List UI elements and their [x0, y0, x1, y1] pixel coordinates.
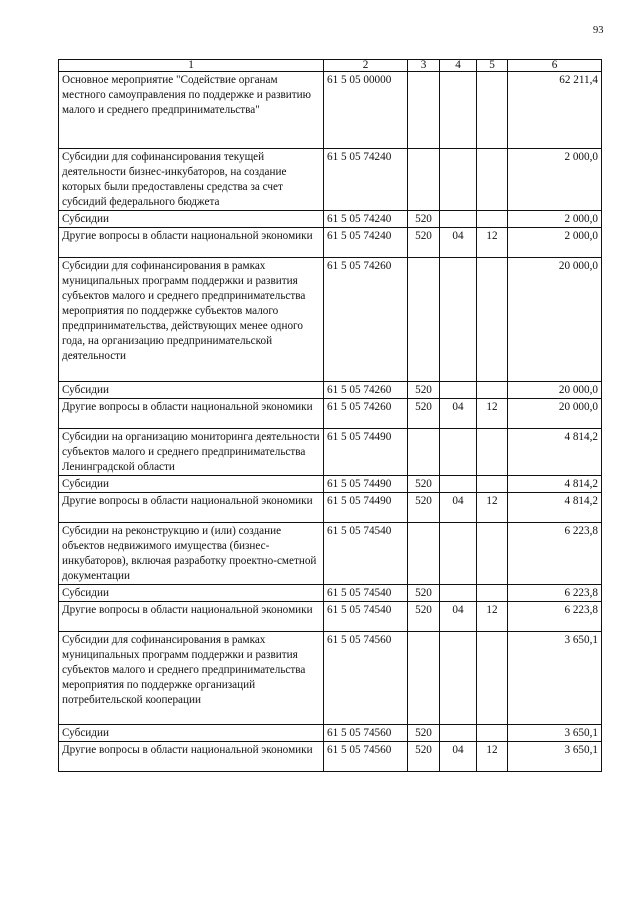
row-subsection — [477, 476, 508, 493]
row-amount: 2 000,0 — [508, 211, 602, 228]
row-code: 61 5 05 74240 — [324, 149, 408, 211]
row-subsection — [477, 523, 508, 585]
row-expense-type — [408, 72, 440, 149]
row-subsection: 12 — [477, 228, 508, 258]
row-section — [440, 72, 477, 149]
row-code: 61 5 05 00000 — [324, 72, 408, 149]
row-amount: 6 223,8 — [508, 602, 602, 632]
table-row — [59, 211, 602, 228]
table-row — [59, 399, 602, 429]
row-amount: 2 000,0 — [508, 149, 602, 211]
row-code: 61 5 05 74540 — [324, 585, 408, 602]
row-name: Другие вопросы в области национальной экономики — [59, 602, 324, 632]
row-name: Субсидии для софинансирования в рамках муниципальных программ поддержки и развития субъектов малого и среднего предпринимательства мероприятия по поддержке организаций потребительской кооперации — [59, 632, 324, 725]
row-name: Субсидии для софинансирования текущей деятельности бизнес-инкубаторов, на создание которых были предоставлены средства за счет субсидий федерального бюджета — [59, 149, 324, 211]
row-amount: 6 223,8 — [508, 585, 602, 602]
row-name: Субсидии — [59, 585, 324, 602]
row-expense-type — [408, 632, 440, 725]
row-expense-type — [408, 429, 440, 476]
row-subsection — [477, 382, 508, 399]
row-code: 61 5 05 74560 — [324, 742, 408, 772]
table-row — [59, 523, 602, 585]
row-amount: 20 000,0 — [508, 382, 602, 399]
table-row — [59, 228, 602, 258]
row-expense-type — [408, 258, 440, 382]
row-name: Основное мероприятие "Содействие органам местного самоуправления по поддержке и развитию малого и среднего предпринимательства" — [59, 72, 324, 149]
header-cell: 2 — [324, 60, 408, 72]
table-header-row — [59, 60, 602, 72]
row-expense-type: 520 — [408, 211, 440, 228]
row-section — [440, 523, 477, 585]
row-name: Другие вопросы в области национальной экономики — [59, 399, 324, 429]
row-subsection — [477, 72, 508, 149]
table-row — [59, 725, 602, 742]
row-code: 61 5 05 74560 — [324, 632, 408, 725]
row-code: 61 5 05 74490 — [324, 493, 408, 523]
row-section — [440, 725, 477, 742]
row-section — [440, 382, 477, 399]
table-row — [59, 382, 602, 399]
row-subsection: 12 — [477, 493, 508, 523]
row-expense-type: 520 — [408, 228, 440, 258]
row-expense-type: 520 — [408, 585, 440, 602]
table-row — [59, 585, 602, 602]
header-cell: 6 — [508, 60, 602, 72]
row-code: 61 5 05 74240 — [324, 211, 408, 228]
row-code: 61 5 05 74490 — [324, 429, 408, 476]
row-section: 04 — [440, 602, 477, 632]
header-cell: 4 — [440, 60, 477, 72]
row-amount: 3 650,1 — [508, 632, 602, 725]
row-section: 04 — [440, 228, 477, 258]
row-subsection: 12 — [477, 602, 508, 632]
row-amount: 4 814,2 — [508, 493, 602, 523]
row-section: 04 — [440, 742, 477, 772]
table-row — [59, 72, 602, 149]
row-name: Субсидии для софинансирования в рамках муниципальных программ поддержки и развития субъектов малого и среднего предпринимательства мероприятия по поддержке субъектов малого предпринимательства, действующих менее одного года, на организацию предпринимательской деятельности — [59, 258, 324, 382]
row-subsection — [477, 258, 508, 382]
row-expense-type — [408, 523, 440, 585]
table-row — [59, 258, 602, 382]
row-amount: 2 000,0 — [508, 228, 602, 258]
row-name: Другие вопросы в области национальной экономики — [59, 493, 324, 523]
row-expense-type: 520 — [408, 382, 440, 399]
row-section — [440, 632, 477, 725]
table-row — [59, 742, 602, 772]
table-row — [59, 476, 602, 493]
row-expense-type: 520 — [408, 602, 440, 632]
row-expense-type: 520 — [408, 742, 440, 772]
row-section — [440, 258, 477, 382]
row-name: Субсидии — [59, 476, 324, 493]
row-amount: 3 650,1 — [508, 725, 602, 742]
header-cell: 1 — [59, 60, 324, 72]
row-amount: 6 223,8 — [508, 523, 602, 585]
row-subsection — [477, 725, 508, 742]
row-expense-type — [408, 149, 440, 211]
row-code: 61 5 05 74540 — [324, 602, 408, 632]
page-number: 93 — [593, 25, 604, 36]
row-section: 04 — [440, 399, 477, 429]
row-name: Субсидии — [59, 211, 324, 228]
row-subsection — [477, 585, 508, 602]
row-code: 61 5 05 74560 — [324, 725, 408, 742]
row-name: Субсидии — [59, 725, 324, 742]
row-section — [440, 476, 477, 493]
row-section: 04 — [440, 493, 477, 523]
row-section — [440, 429, 477, 476]
row-code: 61 5 05 74260 — [324, 258, 408, 382]
row-code: 61 5 05 74490 — [324, 476, 408, 493]
row-name: Другие вопросы в области национальной экономики — [59, 228, 324, 258]
row-code: 61 5 05 74260 — [324, 382, 408, 399]
row-code: 61 5 05 74240 — [324, 228, 408, 258]
table-row — [59, 632, 602, 725]
row-code: 61 5 05 74260 — [324, 399, 408, 429]
row-subsection: 12 — [477, 742, 508, 772]
row-amount: 62 211,4 — [508, 72, 602, 149]
row-section — [440, 211, 477, 228]
row-amount: 4 814,2 — [508, 476, 602, 493]
row-section — [440, 149, 477, 211]
row-amount: 20 000,0 — [508, 399, 602, 429]
row-name: Субсидии на реконструкцию и (или) создание объектов недвижимого имущества (бизнес-инкубаторов), включая разработку проектно-сметной документации — [59, 523, 324, 585]
row-subsection — [477, 149, 508, 211]
row-name: Субсидии — [59, 382, 324, 399]
row-subsection — [477, 429, 508, 476]
budget-table — [58, 59, 602, 772]
header-cell: 3 — [408, 60, 440, 72]
row-expense-type: 520 — [408, 476, 440, 493]
row-section — [440, 585, 477, 602]
table-row — [59, 602, 602, 632]
header-cell: 5 — [477, 60, 508, 72]
row-amount: 20 000,0 — [508, 258, 602, 382]
row-name: Другие вопросы в области национальной экономики — [59, 742, 324, 772]
row-amount: 4 814,2 — [508, 429, 602, 476]
row-name: Субсидии на организацию мониторинга деятельности субъектов малого и среднего предпринимательства Ленинградской области — [59, 429, 324, 476]
table-row — [59, 493, 602, 523]
table-row — [59, 149, 602, 211]
table-row — [59, 429, 602, 476]
row-expense-type: 520 — [408, 725, 440, 742]
row-amount: 3 650,1 — [508, 742, 602, 772]
row-subsection — [477, 211, 508, 228]
row-expense-type: 520 — [408, 493, 440, 523]
row-code: 61 5 05 74540 — [324, 523, 408, 585]
row-expense-type: 520 — [408, 399, 440, 429]
row-subsection: 12 — [477, 399, 508, 429]
row-subsection — [477, 632, 508, 725]
